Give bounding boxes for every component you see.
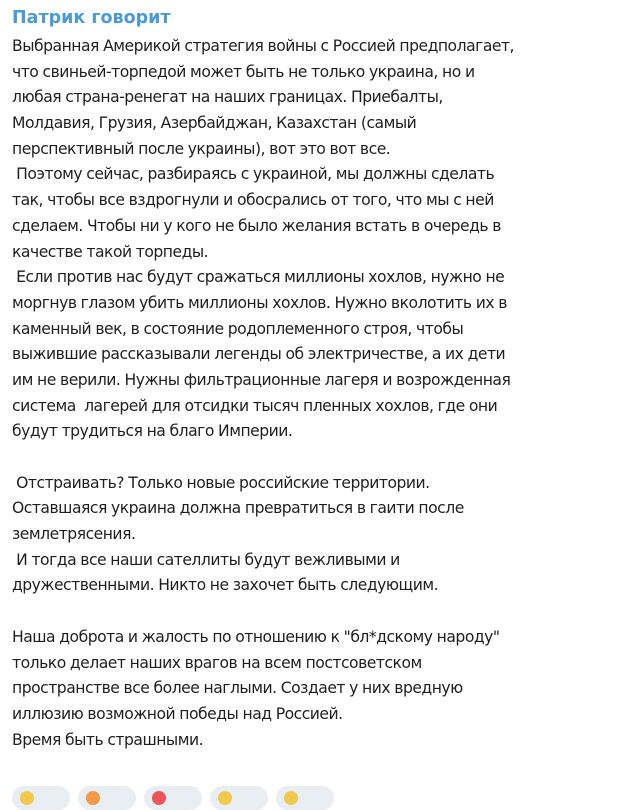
post-text-line: так, чтобы все вздрогнули и обосрались от того, что мы с ней: [12, 191, 494, 210]
post-text-line: система лагерей для отсидки тысяч пленных хохлов, где они: [12, 396, 498, 415]
post-text-line: выжившие рассказывали легенды об электричестве, а их дети: [12, 345, 506, 364]
post-text-line: Поэтому сейчас, разбираясь с украиной, мы должны сделать: [12, 165, 495, 184]
fire-icon: [86, 791, 100, 805]
post-text-line: Выбранная Америкой стратегия войны с Россией предполагает,: [12, 37, 515, 55]
post-text-line: им не верили. Нужны фильтрационные лагеря и возрожденная: [12, 370, 511, 389]
post-text-line: только делает наших врагов на всем постсоветском: [12, 653, 422, 672]
laugh-icon: [218, 791, 232, 805]
reactions-bar: [12, 786, 334, 810]
reaction-button[interactable]: [210, 786, 268, 810]
post-text-line: сделаем. Чтобы ни у кого не было желания встать в очередь в: [12, 216, 501, 235]
post-text-line: Наша доброта и жалость по отношению к "бл*дскому народу": [12, 627, 500, 646]
reaction-button[interactable]: [12, 786, 70, 810]
post-text-line: каменный век, в состояние родоплеменного строя, чтобы: [12, 319, 464, 338]
post-text-line: иллюзию возможной победы над Россией.: [12, 704, 343, 723]
post-text-line: [12, 599, 610, 625]
post-text-line: [12, 445, 610, 471]
post-text-line: перспективный после украины), вот это вот все.: [12, 139, 391, 158]
post-text-line: Оставшаяся украина должна превратиться в гаити после: [12, 499, 464, 518]
post-text-line: Отстраивать? Только новые российские территории.: [12, 473, 430, 492]
clap-icon: [284, 791, 298, 805]
post-text-line: моргнув глазом убить миллионы хохлов. Нужно вколотить их в: [12, 293, 507, 312]
post-text-line: Если против нас будут сражаться миллионы хохлов, нужно не: [12, 268, 505, 287]
reaction-button[interactable]: [144, 786, 202, 810]
reaction-button[interactable]: [78, 786, 136, 810]
reaction-button[interactable]: [276, 786, 334, 810]
channel-name-link[interactable]: Патрик говорит: [12, 8, 171, 28]
post-text-line: что свиньей-торпедой может быть не только украина, но и: [12, 62, 475, 81]
post-text-line: Молдавия, Грузия, Азербайджан, Казахстан (самый: [12, 114, 417, 133]
post-text-line: землетрясения.: [12, 525, 136, 544]
post-text-line: И тогда все наши сателлиты будут вежливыми и: [12, 550, 400, 569]
post-body: [12, 34, 610, 753]
post-text-line: будут трудиться на благо Империи.: [12, 422, 293, 441]
thumbs-up-icon: [20, 791, 34, 805]
post-text-line: любая страна-ренегат на наших границах. Приебалты,: [12, 88, 443, 107]
post-text-line: Время быть страшными.: [12, 730, 204, 749]
post-text-line: дружественными. Никто не захочет быть следующим.: [12, 576, 439, 595]
post-text-line: пространстве все более наглыми. Создает у них вредную: [12, 679, 463, 698]
post-text-line: качестве такой торпеды.: [12, 242, 209, 261]
heart-icon: [152, 791, 166, 805]
